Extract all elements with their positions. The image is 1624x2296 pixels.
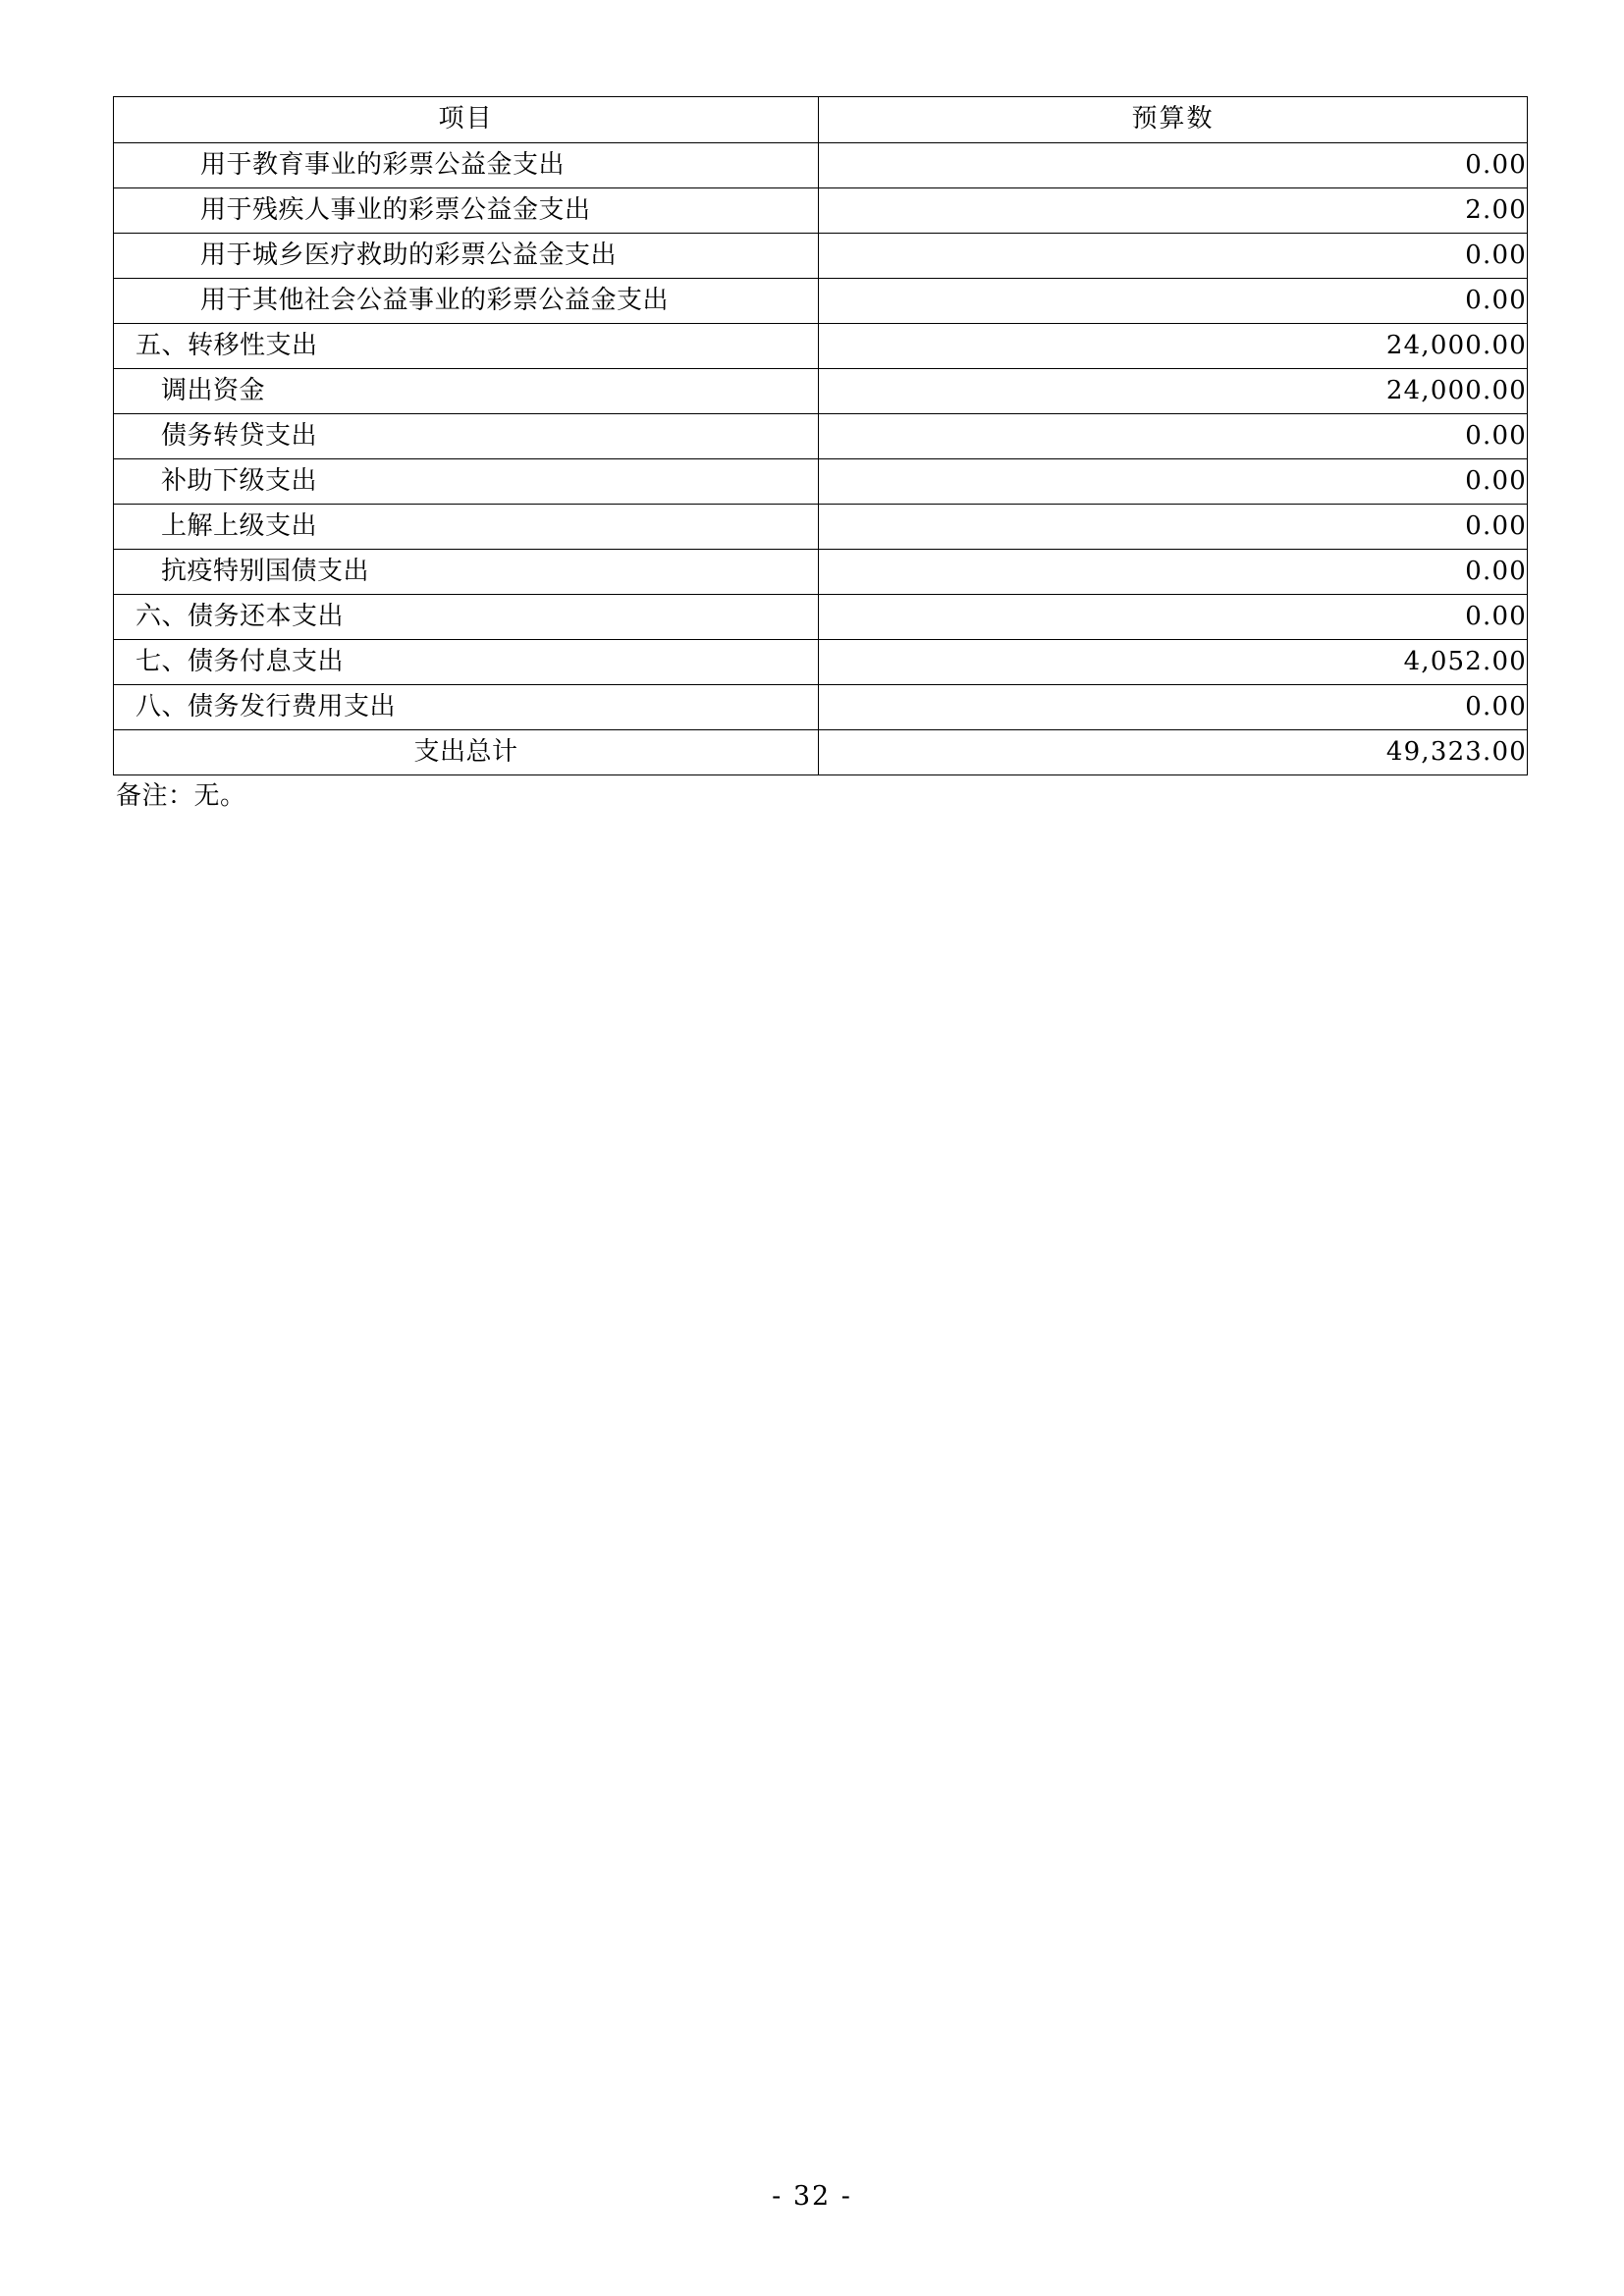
table-row — [114, 143, 1528, 188]
table-row — [114, 595, 1528, 640]
table-row — [114, 640, 1528, 685]
table-row — [114, 369, 1528, 414]
row-item-value: 0.00 — [819, 550, 1528, 595]
item-text: 六、债务还本支出 — [135, 601, 345, 631]
table-row — [114, 459, 1528, 505]
row-item-value: 0.00 — [819, 685, 1528, 730]
row-item-value: 49,323.00 — [819, 730, 1528, 775]
row-item-label — [114, 369, 819, 414]
row-item-value: 4,052.00 — [819, 640, 1528, 685]
item-text: 用于城乡医疗救助的彩票公益金支出 — [200, 240, 618, 270]
table-row — [114, 188, 1528, 234]
row-item-label — [114, 640, 819, 685]
item-text: 五、转移性支出 — [135, 330, 318, 360]
table-row — [114, 505, 1528, 550]
item-text: 支出总计 — [413, 736, 518, 767]
row-item-value: 0.00 — [819, 414, 1528, 459]
row-item-value: 0.00 — [819, 595, 1528, 640]
column-header-value: 预算数 — [819, 97, 1528, 143]
page-number: - 32 - — [772, 2181, 852, 2212]
budget-table-container — [113, 96, 1527, 775]
item-text: 用于残疾人事业的彩票公益金支出 — [200, 194, 591, 225]
row-item-label — [114, 188, 819, 234]
item-text: 八、债务发行费用支出 — [135, 691, 397, 721]
row-item-value: 0.00 — [819, 143, 1528, 188]
table-row — [114, 685, 1528, 730]
row-item-value: 0.00 — [819, 234, 1528, 279]
item-text: 抗疫特别国债支出 — [161, 556, 370, 586]
row-item-label — [114, 143, 819, 188]
table-row — [114, 730, 1528, 775]
row-item-value: 0.00 — [819, 459, 1528, 505]
row-item-label — [114, 414, 819, 459]
row-item-label — [114, 550, 819, 595]
item-text: 上解上级支出 — [161, 510, 318, 541]
table-row — [114, 414, 1528, 459]
table-note: 备注：无。 — [116, 781, 246, 811]
column-header-item: 项目 — [114, 97, 819, 143]
row-item-value: 2.00 — [819, 188, 1528, 234]
row-item-label — [114, 595, 819, 640]
row-item-label — [114, 685, 819, 730]
row-item-label — [114, 505, 819, 550]
row-item-value: 24,000.00 — [819, 324, 1528, 369]
row-item-label — [114, 279, 819, 324]
row-item-value: 0.00 — [819, 505, 1528, 550]
row-item-label — [114, 234, 819, 279]
row-item-label — [114, 459, 819, 505]
item-text: 用于教育事业的彩票公益金支出 — [200, 149, 566, 180]
item-text: 补助下级支出 — [161, 465, 318, 496]
row-item-value: 0.00 — [819, 279, 1528, 324]
item-text: 用于其他社会公益事业的彩票公益金支出 — [200, 285, 670, 315]
row-item-label — [114, 324, 819, 369]
table-header-row — [114, 97, 1528, 143]
row-item-value: 24,000.00 — [819, 369, 1528, 414]
item-text: 调出资金 — [161, 375, 266, 405]
table-row — [114, 279, 1528, 324]
table-row — [114, 324, 1528, 369]
table-body — [114, 143, 1528, 775]
budget-table — [113, 96, 1528, 775]
row-item-label — [114, 730, 819, 775]
item-text: 七、债务付息支出 — [135, 646, 345, 676]
item-text: 债务转贷支出 — [161, 420, 318, 451]
table-row — [114, 234, 1528, 279]
table-row — [114, 550, 1528, 595]
